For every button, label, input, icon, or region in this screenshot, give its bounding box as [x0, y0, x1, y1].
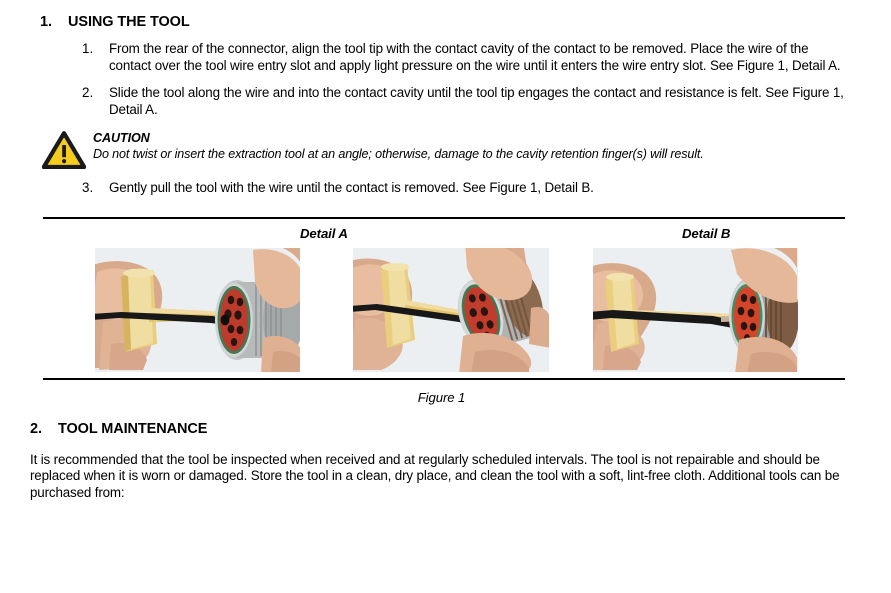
figure-photo-row	[0, 248, 891, 374]
figure-detail-labels	[0, 226, 891, 245]
instruction-step	[0, 85, 891, 118]
instruction-step-list-continued	[0, 180, 891, 197]
figure-caption: Figure 1	[417, 389, 466, 405]
caution-notice	[0, 130, 891, 169]
photo-detail-b-pull-contact	[593, 248, 798, 372]
section-number: 2.	[30, 420, 42, 437]
step-marker: 2.	[82, 85, 94, 100]
step-marker: 3.	[82, 180, 94, 195]
section-heading-using-the-tool	[0, 14, 891, 30]
section-title: TOOL MAINTENANCE	[58, 420, 208, 437]
photo-detail-a-insert-tool	[95, 248, 300, 372]
detail-b-label: Detail B	[682, 225, 731, 241]
figure-top-divider	[43, 217, 845, 219]
maintenance-paragraph: It is recommended that the tool be inspected when received and at regularly scheduled intervals. The tool is not repairable and should be replaced when it is worn or damaged. Store the tool in a clean, dry place, and clean the tool with a soft, lint-free cloth. Additional tools can be purchased from:	[30, 451, 840, 500]
step-text: Slide the tool along the wire and into the contact cavity until the tool tip engages the contact and resistance is felt. See Figure 1, Detail A.	[109, 85, 844, 117]
detail-a-label: Detail A	[300, 225, 348, 241]
section-heading-tool-maintenance	[0, 421, 891, 437]
step-marker: 1.	[82, 41, 94, 56]
caution-text: Do not twist or insert the extraction tool at an angle; otherwise, damage to the cavity retention finger(s) will result.	[93, 147, 704, 161]
step-text: Gently pull the tool with the wire until the contact is removed. See Figure 1, Detail B.	[109, 180, 594, 195]
instruction-step-list	[0, 41, 891, 118]
instruction-step	[0, 180, 891, 197]
section-title: USING THE TOOL	[68, 14, 190, 30]
instruction-step	[0, 41, 891, 74]
figure-block	[0, 217, 891, 405]
step-text: From the rear of the connector, align the tool tip with the contact cavity of the contact to be removed. Place the wire of the contact over the tool wire entry slot and apply light pressure on the wire until it enters the wire entry slot. See Figure 1, Detail A.	[109, 41, 841, 73]
warning-triangle-icon	[42, 131, 86, 169]
section-number: 1.	[40, 14, 52, 30]
caution-title: CAUTION	[93, 131, 150, 145]
figure-bottom-divider	[43, 378, 845, 380]
photo-detail-a-slide-tool	[353, 248, 549, 372]
